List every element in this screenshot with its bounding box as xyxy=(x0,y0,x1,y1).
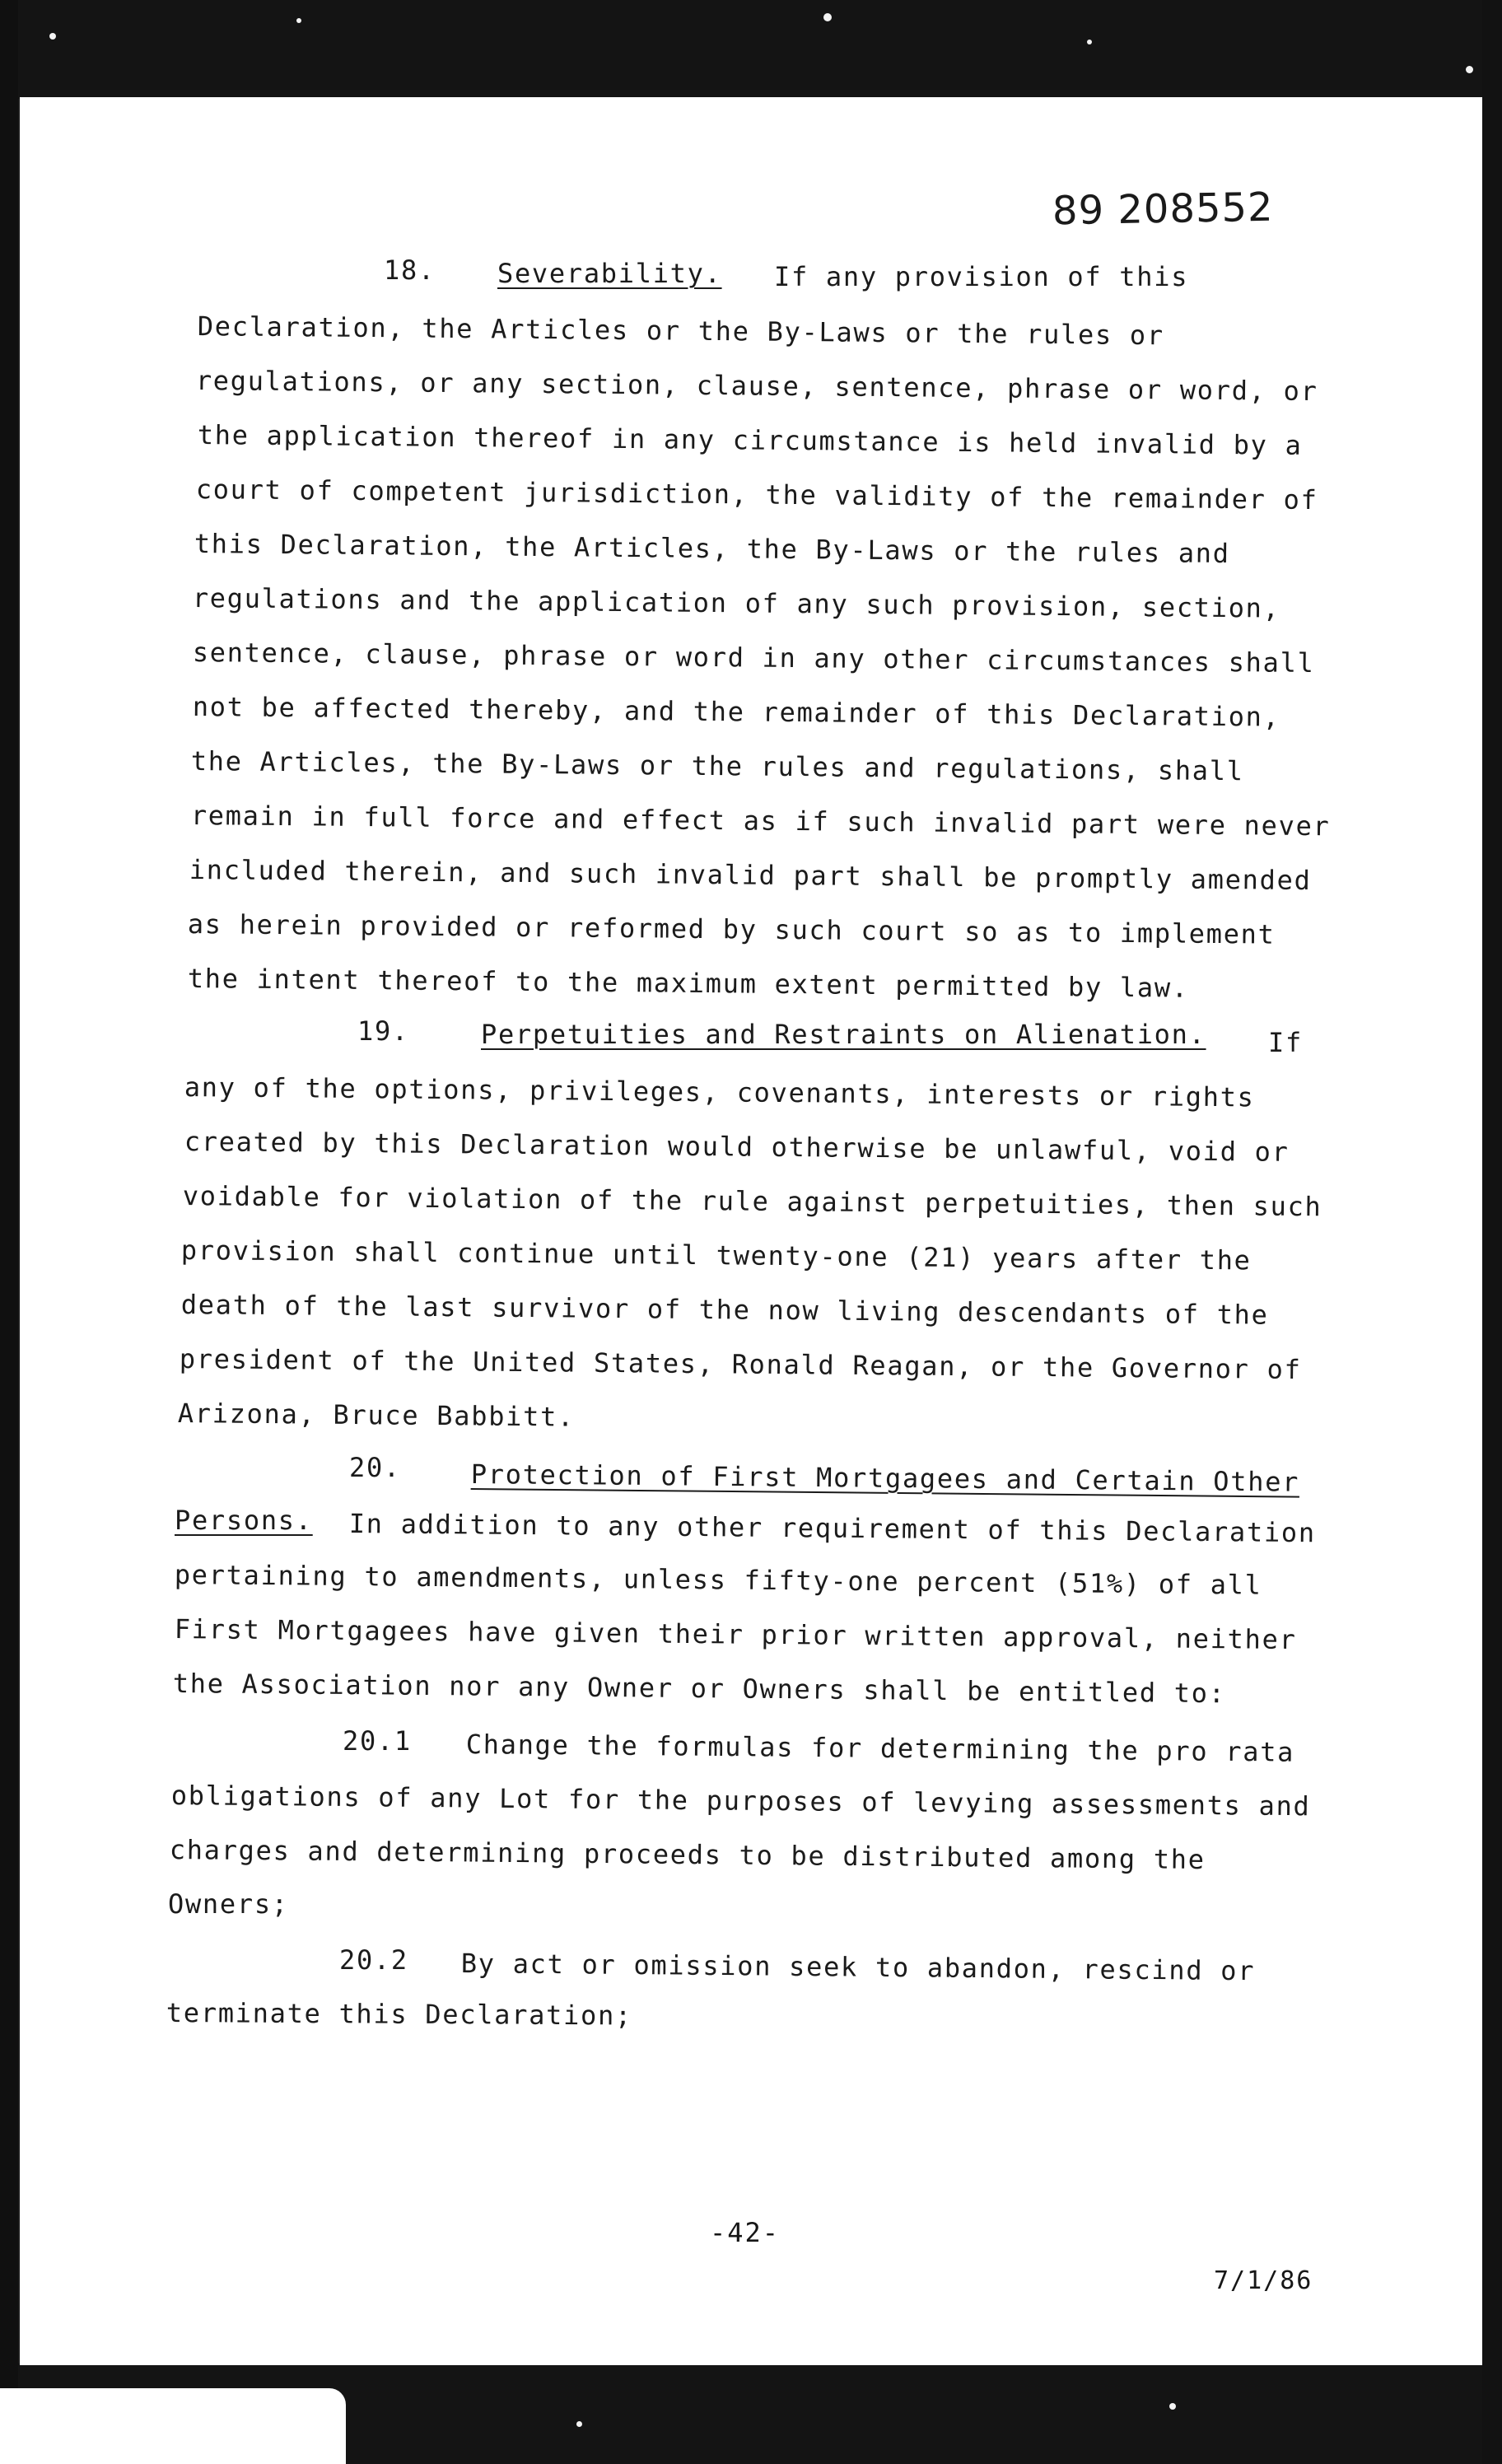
section-20-line: In addition to any other requirement of this Declaration xyxy=(348,1508,1317,1549)
section-18-line: the application thereof in any circumstance is held invalid by a xyxy=(197,418,1303,461)
section-18-line: the intent thereof to the maximum extent permitted by law. xyxy=(187,963,1189,1004)
scan-border-top xyxy=(0,0,1502,99)
section-20-line: pertaining to amendments, unless fifty-one percent (51%) of all xyxy=(174,1559,1262,1601)
document-id-number: 89 208552 xyxy=(1052,184,1275,235)
section-18-line: remain in full force and effect as if such invalid part were never xyxy=(190,799,1331,842)
scan-speck xyxy=(296,18,301,23)
scan-border-right xyxy=(1482,0,1502,2464)
subsection-20-2-number: 20.2 xyxy=(339,1944,408,1976)
section-18-line: as herein provided or reformed by such court so as to implement xyxy=(187,908,1276,950)
section-18-line: sentence, clause, phrase or word in any other circumstances shall xyxy=(192,636,1315,679)
section-19-number: 19. xyxy=(357,1015,409,1047)
section-18-line: Declaration, the Articles or the By-Laws or the rules or xyxy=(197,310,1165,352)
section-18-line: this Declaration, the Articles, the By-Laws or the rules and xyxy=(194,527,1230,570)
section-18-line: court of competent jurisdiction, the validity of the remainder of xyxy=(195,473,1318,516)
subsection-20-1-line: charges and determining proceeds to be distributed among the xyxy=(169,1834,1206,1876)
scan-speck xyxy=(1466,66,1473,73)
scan-speck xyxy=(823,13,832,21)
scan-corner-tab xyxy=(0,2388,346,2464)
section-18-line: If any provision of this xyxy=(774,261,1189,292)
section-19-heading: Perpetuities and Restraints on Alienation. xyxy=(481,1019,1206,1050)
subsection-20-1-number: 20.1 xyxy=(343,1725,412,1757)
section-19-line: created by this Declaration would otherwise be unlawful, void or xyxy=(184,1126,1290,1168)
section-19-line: If xyxy=(1268,1027,1303,1058)
section-18-line: regulations, or any section, clause, sentence, phrase or word, or xyxy=(195,364,1318,408)
section-18-number: 18. xyxy=(384,254,436,286)
section-20-heading: Protection of First Mortgagees and Certain Other xyxy=(470,1458,1300,1498)
section-19-line: Arizona, Bruce Babbitt. xyxy=(177,1398,576,1433)
section-19-line: any of the options, privileges, covenants, interests or rights xyxy=(184,1071,1255,1113)
section-20-number: 20. xyxy=(349,1452,401,1483)
page-number: -42- xyxy=(710,2217,781,2248)
section-19-line: voidable for violation of the rule against perpetuities, then such xyxy=(182,1180,1322,1223)
revision-date: 7/1/86 xyxy=(1214,2266,1313,2295)
section-20-line: First Mortgagees have given their prior written approval, neither xyxy=(174,1613,1297,1656)
scan-speck xyxy=(49,33,56,40)
subsection-20-1-line: Change the formulas for determining the pro rata xyxy=(465,1729,1295,1768)
scan-speck xyxy=(576,2421,582,2427)
subsection-20-2-line: By act or omission seek to abandon, rescind or xyxy=(460,1948,1256,1987)
section-18-line: the Articles, the By-Laws or the rules and regulations, shall xyxy=(190,744,1244,787)
scan-speck xyxy=(1169,2403,1176,2410)
section-18-heading: Severability. xyxy=(497,258,722,289)
scan-border-left xyxy=(0,0,18,2464)
section-20-heading-continued: Persons. xyxy=(175,1505,313,1536)
section-19-line: death of the last survivor of the now living descendants of the xyxy=(180,1289,1269,1331)
subsection-20-1-line: obligations of any Lot for the purposes of levying assessments and xyxy=(170,1780,1311,1822)
section-18-line: included therein, and such invalid part shall be promptly amended xyxy=(189,854,1312,897)
section-18-line: regulations and the application of any such provision, section, xyxy=(192,581,1280,624)
subsection-20-2-line: terminate this Declaration; xyxy=(166,1997,633,2032)
scan-speck xyxy=(1087,40,1092,44)
section-19-line: president of the United States, Ronald Reagan, or the Governor of xyxy=(179,1343,1302,1386)
subsection-20-1-line: Owners; xyxy=(168,1888,289,1920)
section-18-line: not be affected thereby, and the remainder of this Declaration, xyxy=(192,690,1280,733)
section-19-line: provision shall continue until twenty-one (21) years after the xyxy=(180,1234,1252,1276)
section-20-line: the Association nor any Owner or Owners shall be entitled to: xyxy=(172,1668,1226,1710)
